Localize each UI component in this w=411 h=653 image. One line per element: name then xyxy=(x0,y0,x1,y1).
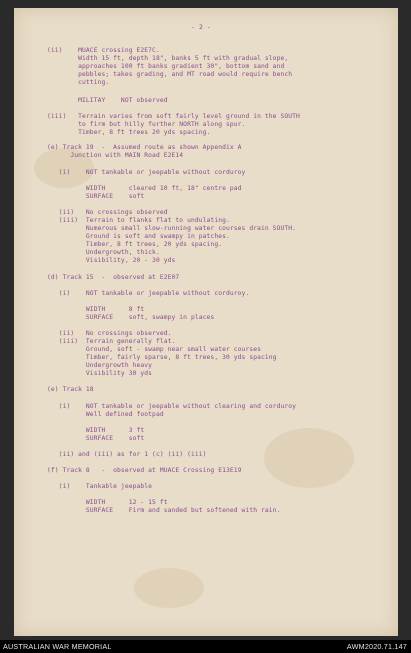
doc-line: Junction with MAIN Road E2E14 xyxy=(47,152,184,159)
doc-line: Ground is soft and swampy in patches. xyxy=(47,233,230,240)
section-heading: (d) Track 15 - observed at E2E07 xyxy=(47,274,180,281)
paper-stain xyxy=(134,568,204,608)
doc-line: to firm but hilly further NORTH along spur. xyxy=(47,121,246,128)
doc-line: Undergrowth heavy xyxy=(47,362,153,369)
doc-line: SURFACE soft xyxy=(47,193,145,200)
doc-line: (iii) Terrain varies from soft fairly level ground in the SOUTH xyxy=(47,113,300,120)
doc-line: Ground, soft - swamp near small water courses xyxy=(47,346,262,353)
doc-line: (iii) Terrain generally flat. xyxy=(47,338,176,345)
doc-line: Timber, 8 ft trees, 20 yds spacing. xyxy=(47,241,223,248)
doc-line: WIDTH cleared 10 ft, 18" centre pad xyxy=(47,185,242,192)
doc-line: (ii) No crossings observed. xyxy=(47,330,172,337)
footer-accession-number: AWM2020.71.147 xyxy=(346,642,407,651)
page-number: - 2 - xyxy=(191,23,212,31)
doc-line: Visibility 30 yds xyxy=(47,370,153,377)
paper-stain xyxy=(264,428,354,488)
doc-line: (iii) Terrain to flanks flat to undulating. xyxy=(47,217,230,224)
doc-line: SURFACE soft, swampy in places xyxy=(47,314,215,321)
doc-line: approaches 100 ft banks gradient 30", bottom sand and xyxy=(47,63,285,70)
doc-line: SURFACE soft xyxy=(47,435,145,442)
doc-line: Width 15 ft, depth 18", banks 5 ft with gradual slope, xyxy=(47,55,289,62)
doc-line: pebbles; takes grading, and MT road would require bench xyxy=(47,71,293,78)
doc-line: WIDTH 12 - 15 ft xyxy=(47,499,168,506)
section-heading: (e) Track 19 - Assumed route as shown Appendix A xyxy=(47,144,242,151)
doc-line: Timber, 8 ft trees 20 yds spacing. xyxy=(47,129,211,136)
doc-line: MILITAY NOT observed xyxy=(47,97,168,104)
doc-line: (i) NOT tankable or jeepable without corduroy. xyxy=(47,290,250,297)
doc-line: Visibility, 20 - 30 yds xyxy=(47,257,176,264)
doc-line: SURFACE Firm and sanded but softened with rain. xyxy=(47,507,281,514)
doc-line: (i) NOT tankable or jeepable without clearing and corduroy xyxy=(47,403,297,410)
doc-line: (ii) MUACE crossing E2E7C. xyxy=(47,47,160,54)
doc-line: WIDTH 8 ft xyxy=(47,306,145,313)
doc-line: (ii) and (iii) as for 1 (c) (ii) (iii) xyxy=(47,451,207,458)
doc-line: Undergrowth, thick. xyxy=(47,249,160,256)
doc-line: (ii) No crossings observed xyxy=(47,209,168,216)
doc-line: Timber, fairly sparse, 8 ft trees, 30 yds spacing xyxy=(47,354,277,361)
doc-line: Well defined footpad xyxy=(47,411,164,418)
doc-line: Numerous small slow-running water courses drain SOUTH. xyxy=(47,225,297,232)
doc-line: (i) NOT tankable or jeepable without corduroy xyxy=(47,169,246,176)
doc-line: cutting. xyxy=(47,79,110,86)
footer-institution: AUSTRALIAN WAR MEMORIAL xyxy=(3,642,112,651)
section-heading: (e) Track 18 xyxy=(47,386,94,393)
section-heading: (f) Track 8 - observed at MUACE Crossing E13E19 xyxy=(47,467,242,474)
doc-line: WIDTH 3 ft xyxy=(47,427,145,434)
doc-line: (i) Tankable jeepable xyxy=(47,483,153,490)
